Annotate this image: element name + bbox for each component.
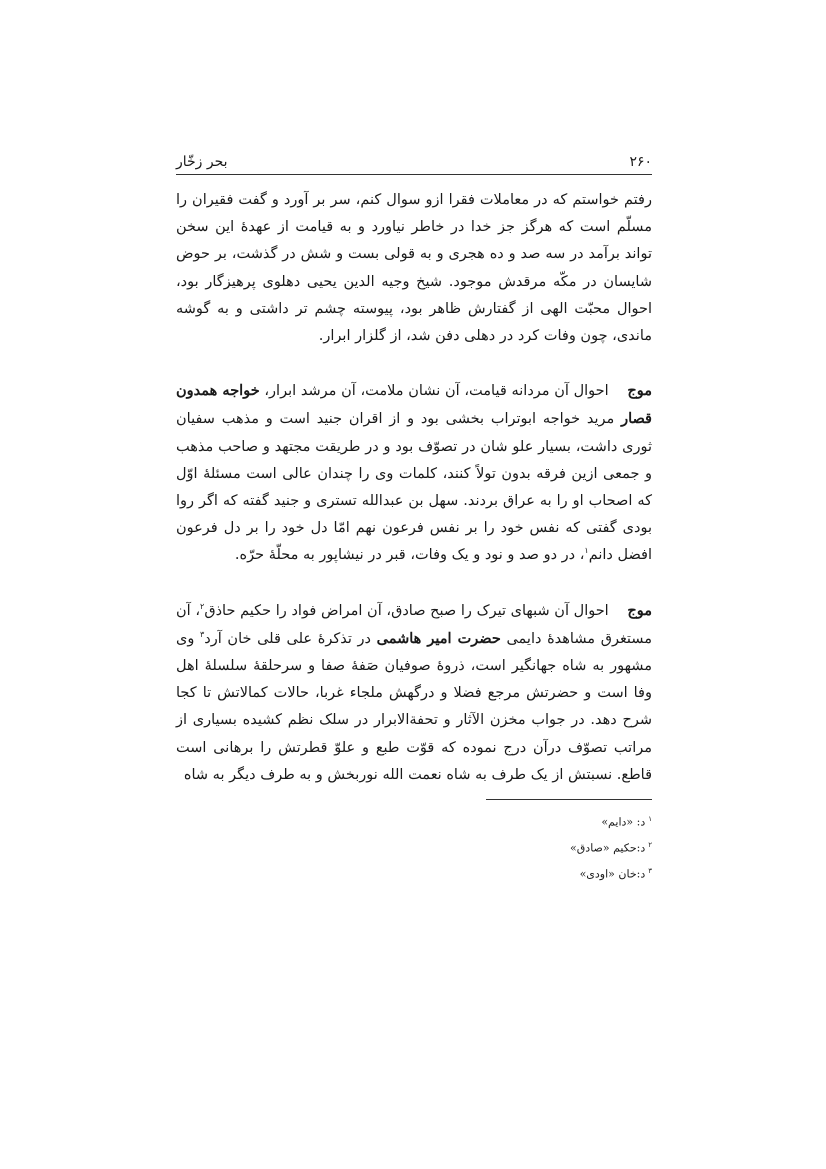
paragraph-3-text-a: ، آن مستغرق مشاهدهٔ دایمی [176, 602, 653, 647]
name-khwaja-hamdun: خواجه همدون قصار [176, 382, 652, 428]
section-mark: موج [627, 382, 652, 400]
paragraph-3-text-b: در تذکرهٔ علی قلی خان آرد [204, 630, 371, 647]
paragraph-2-text-a: مرید خواجه ابوتراب بخشی بود و از اقران جنید است و مذهب سفیان ثوری داشت، بسیار علو شان در تصوّف بود و در طریقت مجتهد و صاحب مذهب و جمعی ازین فرقه بدون تولاً کنند، کلمات وی را چندان عالی است مسئلهٔ اوّل که اصحاب او را به عراق بردند. سهل بن عبدالله تستری و جنید گفته که اگر روا بودی گفتی که نفس خود را بر نفس فرعون نهم امّا دل خود را بر دل فرعون افضل دانم [176, 411, 652, 564]
paragraph-3 [176, 597, 652, 789]
page-number: ۲۶۰ [629, 154, 652, 170]
paragraph-3-text-c: وی مشهور به شاه جهانگیر است، ذروهٔ صوفیان صَفهٔ صفا و سرحلقهٔ سلسلهٔ اهل وفا است و حضرتش مرجع فضلا و درگهش ملجاء غربا، حالات کمالاتش تا کجا شرح دهد. در جواب مخزن الآثار و تحفةالابرار در سلک نظم کشیده بسیاری از مراتب تصوّف درآن درج نموده که قوّت طبع و علوّ قطرتش را برهانی است قاطع. نسبتش از یک طرف به شاه نعمت الله نوربخش و به طرف دیگر به شاه [176, 630, 652, 783]
footnote-text: د: «دایم» [601, 815, 646, 829]
paragraph-1: رفتم خواستم که در معاملات فقرا ازو سوال کنم، سر بر آورد و گفت فقیران را مسلّم است که هرگز جز خدا در خاطر نیاورد و به قیامت از عهدهٔ این سخن تواند برآمد در سه صد و ده هجری و به قولی بست و شش در گذشت، بر حوض شایسان در مکّه مرقدش موجود. شیخ وجیه الدین یحیی دهلوی پرهیزگار بود، احوال محبّت الهی از گفتارش ظاهر بود، پیوسته چشم تر داشتی و به گوشه ماندی، چون وفات کرد در دهلی دفن شد، از گلزار ابرار. [176, 192, 652, 345]
running-header [176, 146, 652, 172]
footnote-ref-1: ۱ [584, 546, 589, 556]
footnotes [176, 808, 652, 886]
footnote-number: ۲ [648, 841, 652, 850]
footnote-text: د:خان «اودی» [579, 868, 646, 882]
footnote-3 [176, 860, 652, 886]
footnote-ref-2: ۲ [200, 601, 205, 611]
footnote-2 [176, 834, 652, 860]
paragraph-2 [176, 377, 652, 569]
footnote-ref-3: ۳ [200, 630, 205, 640]
name-amir-hashemi: حضرت امیر هاشمی [376, 629, 501, 647]
book-title: بحر زخّار [176, 154, 228, 170]
document-page [176, 146, 652, 887]
footnote-number: ۳ [648, 867, 652, 876]
footnote-rule [486, 799, 652, 800]
paragraph-2-text-b: ، در دو صد و نود و یک وفات، قبر در نیشاپور به محلّهٔ حرّه. [234, 547, 585, 564]
header-rule [176, 174, 652, 175]
section-mark: موج [627, 601, 652, 619]
footnote-number: ۱ [648, 815, 652, 824]
paragraph-2-intro: احوال آن مردانه قیامت، آن نشان ملامت، آن مرشد ابرار، [264, 383, 609, 400]
paragraph-3-intro: احوال آن شبهای تیرک را صبح صادق، آن امراض فواد را حکیم حاذق [204, 602, 609, 619]
footnote-text: د:حکیم «صادق» [570, 841, 646, 855]
footnote-1 [176, 808, 652, 834]
